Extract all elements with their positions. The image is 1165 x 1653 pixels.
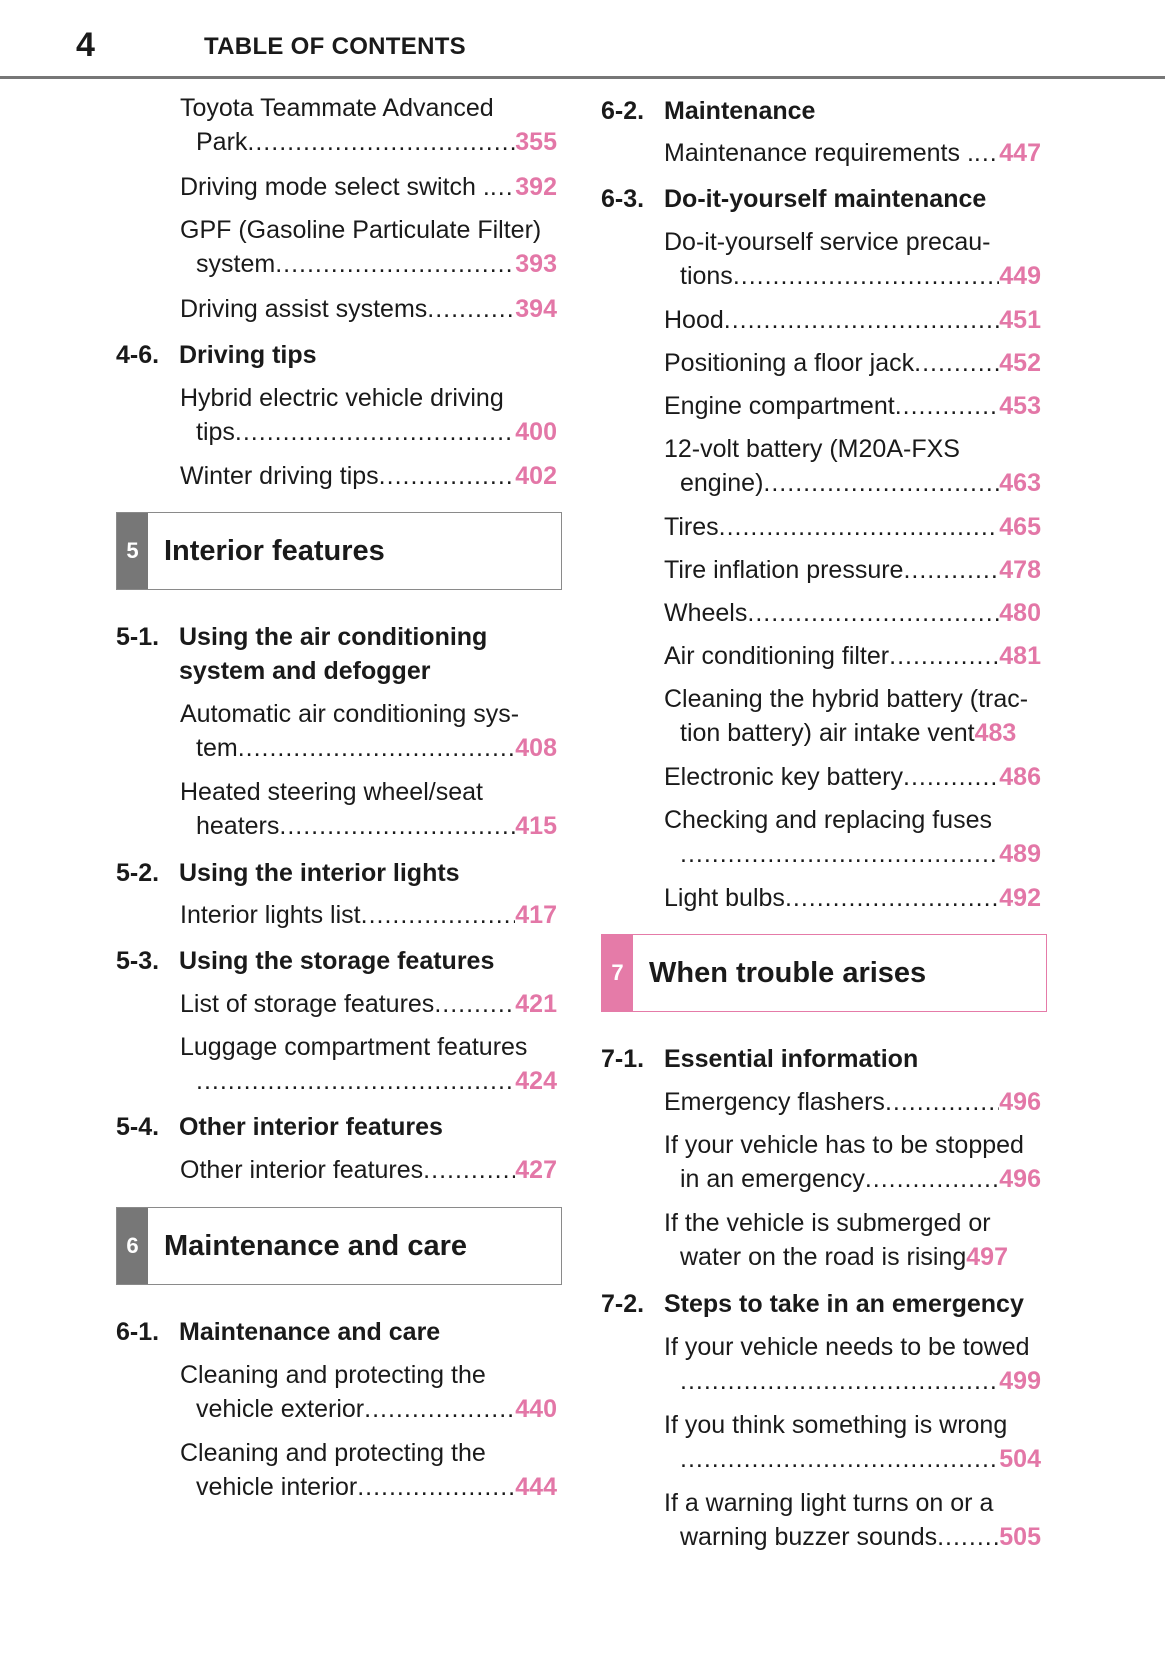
- entry-title-line1: Luggage compartment features: [180, 1033, 528, 1061]
- toc-entry[interactable]: [180, 1153, 557, 1187]
- section-box-interior-features[interactable]: [116, 512, 562, 590]
- header-rule: [0, 76, 1165, 79]
- subsection-title: Essential information: [664, 1045, 919, 1073]
- subsection-number: 6-1.: [116, 1318, 160, 1346]
- page-link[interactable]: 444: [515, 1473, 557, 1501]
- page-link[interactable]: 483: [974, 719, 1017, 747]
- toc-entry[interactable]: [664, 432, 1041, 500]
- section-title: When trouble arises: [649, 956, 927, 989]
- page-link[interactable]: 451: [999, 306, 1041, 334]
- section-box-maintenance-and-care[interactable]: [116, 1207, 562, 1285]
- dot-leader: [914, 346, 999, 380]
- section-box-when-trouble-arises[interactable]: [601, 934, 1047, 1012]
- subsection-heading[interactable]: [601, 182, 986, 216]
- dot-leader: [680, 837, 999, 871]
- toc-entry[interactable]: [664, 303, 1041, 337]
- page-link[interactable]: 453: [999, 392, 1041, 420]
- toc-entry[interactable]: [180, 1358, 557, 1426]
- entry-title-line1: If your vehicle needs to be towed: [664, 1333, 1030, 1361]
- entry-title-line1: Do-it-yourself service precau-: [664, 228, 991, 256]
- page-link[interactable]: 504: [999, 1445, 1041, 1473]
- page-link[interactable]: 486: [999, 763, 1041, 791]
- toc-entry[interactable]: [664, 136, 1041, 170]
- entry-title: Interior lights list: [180, 901, 361, 929]
- subsection-heading[interactable]: [601, 1042, 918, 1076]
- page-link[interactable]: 440: [515, 1395, 557, 1423]
- subsection-number: 5-1.: [116, 623, 160, 651]
- section-number-tab: 6: [117, 1208, 148, 1284]
- toc-entry[interactable]: [664, 1486, 1041, 1554]
- entry-title-line1: If a warning light turns on or a: [664, 1489, 994, 1517]
- entry-title-line1: If the vehicle is submerged or: [664, 1209, 991, 1237]
- dot-leader: [763, 466, 999, 500]
- dot-leader: [889, 639, 999, 673]
- entry-title-line2: tem: [196, 734, 238, 762]
- page-link[interactable]: 489: [999, 840, 1041, 868]
- page-link[interactable]: 427: [515, 1156, 557, 1184]
- subsection-title: Steps to take in an emergency: [664, 1290, 1024, 1318]
- page-link[interactable]: 481: [999, 642, 1041, 670]
- toc-entry[interactable]: [180, 1030, 557, 1098]
- toc-entry[interactable]: [664, 803, 1041, 871]
- page-link[interactable]: 408: [515, 734, 557, 762]
- entry-title: Tires: [664, 513, 719, 541]
- dot-leader: [434, 987, 515, 1021]
- toc-entry[interactable]: [664, 639, 1041, 673]
- toc-entry[interactable]: [180, 381, 557, 449]
- page-link[interactable]: 393: [515, 250, 557, 278]
- entry-title-line2: tions: [680, 262, 733, 290]
- page-link[interactable]: 415: [515, 812, 557, 840]
- subsection-title: Using the interior lights: [179, 859, 460, 887]
- entry-title-line1: 12-volt battery (M20A-FXS: [664, 435, 960, 463]
- dot-leader: [903, 760, 999, 794]
- entry-title: Tire inflation pressure: [664, 556, 904, 584]
- page-link[interactable]: 400: [515, 418, 557, 446]
- subsection-heading[interactable]: [116, 944, 494, 978]
- toc-entry[interactable]: [180, 170, 557, 204]
- subsection-heading[interactable]: [116, 856, 460, 890]
- entry-title: Emergency flashers: [664, 1088, 885, 1116]
- dot-leader: [719, 510, 1000, 544]
- subsection-number: 4-6.: [116, 341, 160, 369]
- entry-title: Light bulbs: [664, 884, 785, 912]
- subsection-number: 7-1.: [601, 1045, 645, 1073]
- entry-title-line1: Cleaning and protecting the: [180, 1439, 486, 1467]
- entry-title: List of storage features: [180, 990, 435, 1018]
- entry-title-line2: system: [196, 250, 276, 278]
- entry-title-line1: If you think something is wrong: [664, 1411, 1008, 1439]
- dot-leader: [196, 1064, 515, 1098]
- dot-leader: [423, 1153, 515, 1187]
- toc-entry[interactable]: [664, 682, 1041, 750]
- entry-title-line2: tips: [196, 418, 235, 446]
- dot-leader: [361, 898, 516, 932]
- entry-title: Air conditioning filter: [664, 642, 890, 670]
- subsection-number: 5-2.: [116, 859, 160, 887]
- subsection-heading[interactable]: [116, 620, 487, 688]
- dot-leader: [364, 1392, 515, 1426]
- entry-title: Winter driving tips: [180, 462, 379, 490]
- toc-entry[interactable]: [664, 881, 1041, 915]
- entry-title-line2: Park: [196, 128, 248, 156]
- entry-title-line1: Automatic air conditioning sys-: [180, 700, 520, 728]
- subsection-number: 7-2.: [601, 1290, 645, 1318]
- subsection-number: 6-3.: [601, 185, 645, 213]
- entry-title: Maintenance requirements .: [664, 139, 974, 167]
- toc-entry[interactable]: [664, 1206, 1041, 1274]
- page-link[interactable]: 421: [515, 990, 557, 1018]
- entry-title: Electronic key battery: [664, 763, 903, 791]
- page-link[interactable]: 452: [999, 349, 1041, 377]
- toc-entry[interactable]: [180, 292, 557, 326]
- dot-leader: [235, 415, 515, 449]
- subsection-heading[interactable]: [601, 94, 815, 128]
- entry-title: Driving mode select switch .: [180, 173, 490, 201]
- subsection-title: Other interior features: [179, 1113, 443, 1141]
- subsection-title: Maintenance and care: [179, 1318, 441, 1346]
- dot-leader: [427, 292, 515, 326]
- toc-entry[interactable]: [664, 1085, 1041, 1119]
- page-number: 4: [76, 26, 95, 64]
- entry-title-line1: Toyota Teammate Advanced: [180, 94, 494, 122]
- page-link[interactable]: 392: [515, 173, 557, 201]
- toc-entry[interactable]: [664, 596, 1041, 630]
- entry-title: Hood: [664, 306, 724, 334]
- dot-leader: [357, 1470, 515, 1504]
- dot-leader: [724, 303, 1000, 337]
- entry-title-line1: GPF (Gasoline Particulate Filter): [180, 216, 542, 244]
- subsection-number: 5-4.: [116, 1113, 160, 1141]
- dot-leader: [279, 809, 515, 843]
- subsection-title: Using the storage features: [179, 947, 495, 975]
- dot-leader: [937, 1520, 999, 1554]
- dot-leader: [238, 731, 516, 765]
- entry-title-line2: water on the road is rising: [680, 1243, 967, 1271]
- page-link[interactable]: 496: [999, 1088, 1041, 1116]
- entry-title-line1: Heated steering wheel/seat: [180, 778, 483, 806]
- toc-entry[interactable]: [664, 346, 1041, 380]
- dot-leader: [747, 596, 999, 630]
- toc-entry[interactable]: [180, 775, 557, 843]
- page-link[interactable]: 449: [999, 262, 1041, 290]
- toc-entry[interactable]: [664, 1408, 1041, 1476]
- toc-entry[interactable]: [664, 553, 1041, 587]
- entry-title: Wheels: [664, 599, 748, 627]
- entry-title-line1: Cleaning and protecting the: [180, 1361, 486, 1389]
- page-link[interactable]: 499: [999, 1367, 1041, 1395]
- dot-leader: [680, 1442, 999, 1476]
- toc-entry[interactable]: [180, 697, 557, 765]
- page-link[interactable]: 478: [999, 556, 1041, 584]
- subsection-title-line1: Using the air conditioning: [179, 623, 488, 651]
- dot-leader: [974, 136, 999, 170]
- toc-entry[interactable]: [180, 91, 557, 159]
- entry-title-line2: in an emergency: [680, 1165, 865, 1193]
- dot-leader: [275, 247, 515, 281]
- toc-entry[interactable]: [180, 987, 557, 1021]
- subsection-title: Driving tips: [179, 341, 317, 369]
- entry-title-line1: If your vehicle has to be stopped: [664, 1131, 1024, 1159]
- subsection-heading[interactable]: [116, 338, 317, 372]
- entry-title-line2: vehicle interior: [196, 1473, 358, 1501]
- toc-entry[interactable]: [664, 1128, 1041, 1196]
- toc-entry[interactable]: [180, 1436, 557, 1504]
- section-number-tab: 5: [117, 513, 148, 589]
- entry-title: Engine compartment: [664, 392, 895, 420]
- subsection-heading[interactable]: [116, 1315, 440, 1349]
- dot-leader: [895, 389, 1000, 423]
- subsection-title: Do-it-yourself maintenance: [664, 185, 987, 213]
- entry-title-line2: engine): [680, 469, 764, 497]
- toc-entry[interactable]: [664, 1330, 1041, 1398]
- page-link[interactable]: 402: [515, 462, 557, 490]
- page-link[interactable]: 424: [515, 1067, 557, 1095]
- page-link[interactable]: 394: [515, 295, 557, 323]
- section-number-tab: 7: [602, 935, 633, 1011]
- subsection-heading[interactable]: [116, 1110, 443, 1144]
- page-header-title: TABLE OF CONTENTS: [204, 33, 466, 60]
- entry-title-line1: Cleaning the hybrid battery (trac-: [664, 685, 1029, 713]
- entry-title-line1: Hybrid electric vehicle driving: [180, 384, 504, 412]
- dot-leader: [865, 1162, 999, 1196]
- dot-leader: [680, 1364, 999, 1398]
- dot-leader: [490, 170, 515, 204]
- subsection-title-line2: system and defogger: [179, 657, 431, 685]
- page-link[interactable]: 505: [999, 1523, 1041, 1551]
- entry-title: Other interior features: [180, 1156, 424, 1184]
- entry-title-line1: Checking and replacing fuses: [664, 806, 992, 834]
- toc-entry[interactable]: [180, 898, 557, 932]
- section-title: Maintenance and care: [164, 1229, 467, 1262]
- page-link[interactable]: 496: [999, 1165, 1041, 1193]
- subsection-title: Maintenance: [664, 97, 816, 125]
- subsection-number: 5-3.: [116, 947, 160, 975]
- toc-entry[interactable]: [664, 510, 1041, 544]
- entry-title-line2: tion battery) air intake vent: [680, 719, 975, 747]
- section-title: Interior features: [164, 534, 385, 567]
- subsection-number: 6-2.: [601, 97, 645, 125]
- page-link[interactable]: 492: [999, 884, 1041, 912]
- entry-title-line2: vehicle exterior: [196, 1395, 365, 1423]
- page-link[interactable]: 463: [999, 469, 1041, 497]
- dot-leader: [379, 459, 516, 493]
- page-link[interactable]: 465: [999, 513, 1041, 541]
- page-link[interactable]: 355: [515, 128, 557, 156]
- dot-leader: [885, 1085, 999, 1119]
- entry-title: Positioning a floor jack: [664, 349, 915, 377]
- dot-leader: [247, 125, 515, 159]
- entry-title: Driving assist systems: [180, 295, 428, 323]
- entry-title-line2: warning buzzer sounds: [680, 1523, 938, 1551]
- subsection-heading[interactable]: [601, 1287, 1024, 1321]
- dot-leader: [733, 259, 999, 293]
- page-link[interactable]: 417: [515, 901, 557, 929]
- entry-title-line2: heaters: [196, 812, 280, 840]
- toc-entry[interactable]: [180, 213, 557, 281]
- dot-leader: [785, 881, 999, 915]
- page-link[interactable]: 447: [999, 139, 1041, 167]
- page-link[interactable]: 480: [999, 599, 1041, 627]
- toc-entry[interactable]: [664, 389, 1041, 423]
- dot-leader: [903, 553, 999, 587]
- toc-entry[interactable]: [180, 459, 557, 493]
- toc-entry[interactable]: [664, 225, 1041, 293]
- toc-entry[interactable]: [664, 760, 1041, 794]
- page-link[interactable]: 497: [966, 1243, 1008, 1271]
